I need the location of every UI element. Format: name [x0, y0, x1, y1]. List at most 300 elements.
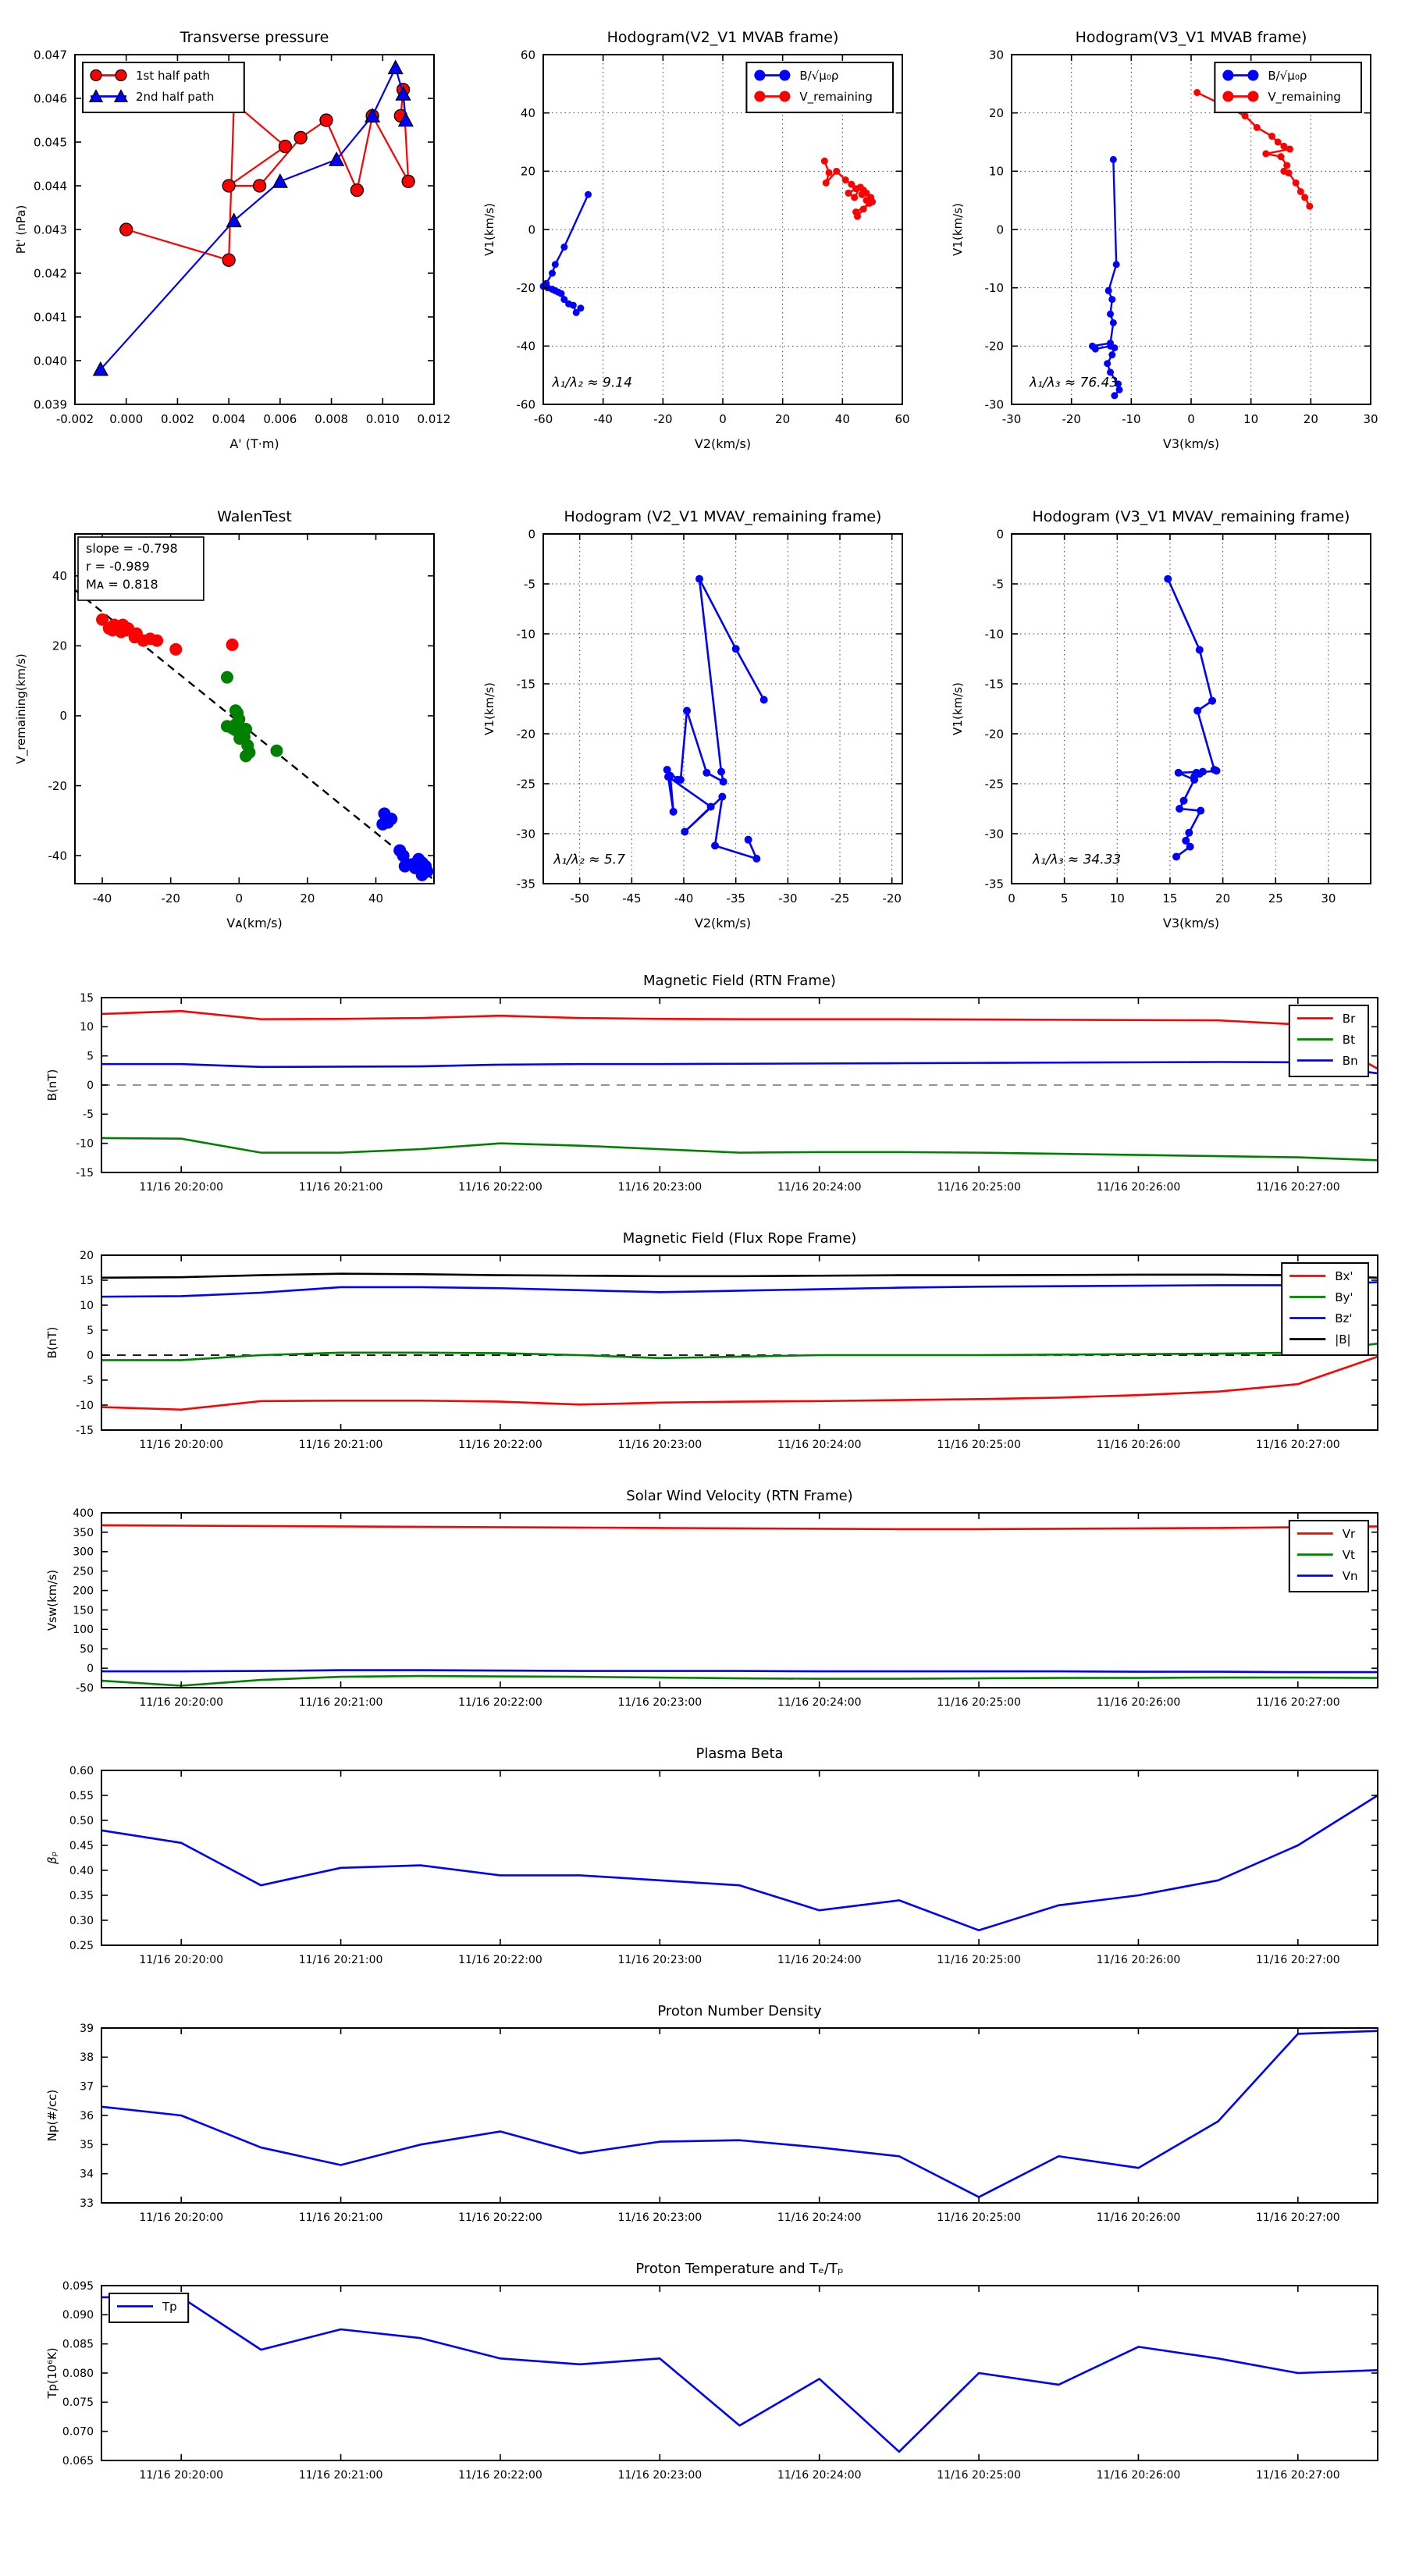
x-tick-label: 11/16 20:23:00	[617, 1954, 702, 1966]
y-tick-label: 0	[996, 222, 1004, 237]
y-tick-label: 15	[80, 991, 94, 1005]
point-marker	[1278, 153, 1285, 160]
series-line-Vt	[101, 1676, 1378, 1685]
x-tick-label: 11/16 20:26:00	[1096, 1439, 1181, 1451]
x-tick-label: 11/16 20:25:00	[937, 2211, 1021, 2224]
y-tick-label: 39	[80, 2022, 94, 2035]
point-marker	[222, 180, 235, 192]
x-tick-label: 11/16 20:21:00	[298, 1439, 383, 1451]
x-tick-label: 5	[1060, 891, 1069, 906]
x-tick-label: 11/16 20:23:00	[617, 2469, 702, 2482]
series-line-By'	[101, 1343, 1378, 1360]
plot-frame	[101, 1770, 1378, 1945]
x-tick-label: -35	[726, 891, 745, 906]
x-tick-label: 25	[1268, 891, 1283, 906]
y-tick-label: -15	[984, 677, 1004, 692]
point-marker	[1092, 346, 1099, 353]
y-axis-label: Vsw(km/s)	[45, 1569, 59, 1631]
triangle-marker	[273, 174, 287, 187]
x-tick-label: 0.012	[417, 412, 451, 426]
legend-label: B/√μ₀ρ	[799, 68, 839, 83]
x-tick-label: 11/16 20:27:00	[1255, 2211, 1340, 2224]
series-line-Tp	[101, 2297, 1378, 2452]
point-marker	[851, 194, 858, 201]
y-tick-label: -15	[516, 677, 535, 692]
y-tick-label: -15	[76, 1424, 94, 1437]
y-tick-label: 0.045	[34, 135, 67, 150]
y-tick-label: -50	[76, 1681, 94, 1695]
x-tick-label: -40	[674, 891, 694, 906]
hodogram-v3v1-mvav-chart	[937, 484, 1405, 959]
point-marker	[1197, 807, 1204, 815]
transverse-pressure-chart-svg	[0, 5, 468, 479]
y-tick-label: 0.090	[62, 2309, 94, 2322]
magnetic-field-flux-rope-panel-svg	[0, 1219, 1405, 1474]
point-marker	[552, 261, 559, 268]
y-axis-label: Tp(10⁶K)	[45, 2347, 59, 2399]
point-marker	[254, 180, 266, 192]
x-tick-label: 11/16 20:21:00	[298, 1954, 383, 1966]
chart-title: Hodogram(V2_V1 MVAB frame)	[606, 29, 839, 46]
point-marker	[752, 855, 760, 863]
point-marker	[120, 223, 133, 236]
hodogram-v3v1-mvav-chart-svg	[937, 484, 1405, 959]
x-axis-label: V3(km/s)	[1162, 916, 1220, 930]
hodogram-v3v1-mvab-chart-svg	[937, 5, 1405, 479]
point-marker	[1212, 767, 1220, 774]
transverse-pressure-chart	[0, 5, 468, 479]
y-tick-label: 0	[528, 222, 535, 237]
x-tick-label: 11/16 20:21:00	[298, 1696, 383, 1709]
point-marker	[1107, 311, 1114, 318]
x-tick-label: 0.006	[263, 412, 297, 426]
y-tick-label: -10	[76, 1399, 94, 1412]
y-tick-label: 0.60	[69, 1764, 94, 1777]
y-tick-label: -20	[516, 727, 535, 742]
y-tick-label: 100	[73, 1624, 94, 1637]
x-tick-label: 0.010	[365, 412, 400, 426]
point-marker	[151, 635, 163, 647]
chart-title: Proton Number Density	[657, 2003, 822, 2019]
x-tick-label: 11/16 20:26:00	[1096, 2469, 1181, 2482]
x-tick-label: 11/16 20:25:00	[937, 1954, 1021, 1966]
x-tick-label: 11/16 20:23:00	[617, 2211, 702, 2224]
y-tick-label: 0.40	[69, 1864, 94, 1877]
y-tick-label: 5	[87, 1324, 94, 1337]
y-tick-label: 20	[52, 639, 67, 653]
point-marker	[1286, 145, 1293, 152]
y-tick-label: 50	[80, 1643, 94, 1656]
point-marker	[1275, 139, 1282, 146]
plot-frame	[101, 1513, 1378, 1688]
y-tick-label: 60	[520, 48, 535, 62]
legend-label: Vr	[1342, 1526, 1356, 1541]
point-marker	[866, 200, 873, 207]
legend-label: Br	[1342, 1011, 1356, 1026]
x-tick-label: 11/16 20:26:00	[1096, 1954, 1181, 1966]
x-tick-label: -10	[1122, 412, 1141, 426]
lambda-annotation: λ₁/λ₃ ≈ 34.33	[1033, 852, 1122, 868]
y-tick-label: 0.075	[62, 2396, 94, 2410]
point-marker	[1247, 70, 1258, 81]
point-marker	[1268, 133, 1275, 140]
y-tick-label: -5	[83, 1374, 94, 1387]
series-line-Bn	[101, 1062, 1378, 1074]
point-marker	[1108, 351, 1115, 358]
y-tick-label: -25	[984, 777, 1004, 792]
x-tick-label: 40	[834, 412, 850, 426]
y-tick-label: 0	[87, 1663, 94, 1676]
series-line-Br	[101, 1011, 1378, 1069]
point-marker	[1176, 805, 1183, 813]
y-tick-label: -25	[516, 777, 535, 792]
point-marker	[1262, 150, 1269, 157]
point-marker	[279, 141, 291, 153]
x-tick-label: 0	[235, 891, 244, 906]
magnetic-field-rtn-panel-svg	[0, 962, 1405, 1216]
point-marker	[1190, 776, 1198, 784]
y-tick-label: 0.044	[34, 179, 67, 194]
point-marker	[1297, 188, 1304, 195]
legend-label: V_remaining	[799, 89, 873, 104]
point-marker	[745, 836, 752, 844]
y-tick-label: 0.45	[69, 1839, 94, 1852]
point-marker	[1185, 829, 1193, 837]
y-tick-label: -35	[984, 877, 1004, 891]
point-marker	[1164, 575, 1172, 583]
point-marker	[1208, 697, 1216, 705]
x-tick-label: 0.000	[109, 412, 144, 426]
x-tick-label: -40	[593, 412, 613, 426]
series-line-B/sqrt(mu0 rho)	[543, 194, 589, 312]
chart-title: Magnetic Field (RTN Frame)	[643, 973, 836, 989]
point-marker	[240, 749, 252, 762]
legend-label: Bn	[1342, 1053, 1358, 1068]
y-tick-label: 38	[80, 2051, 94, 2065]
y-tick-label: -40	[516, 339, 535, 354]
y-tick-label: 0.30	[69, 1914, 94, 1927]
chart-title: Proton Temperature and Tₑ/Tₚ	[635, 2261, 844, 2277]
y-tick-label: 0.085	[62, 2338, 94, 2351]
x-tick-label: -45	[622, 891, 642, 906]
x-tick-label: -30	[778, 891, 798, 906]
plot-frame	[543, 534, 902, 884]
y-tick-label: -10	[984, 627, 1004, 642]
point-marker	[1301, 194, 1308, 201]
x-tick-label: 11/16 20:22:00	[458, 1439, 542, 1451]
x-axis-label: V2(km/s)	[694, 916, 752, 930]
stats-line: Mᴀ = 0.818	[86, 577, 158, 592]
solar-wind-velocity-panel-svg	[0, 1477, 1405, 1731]
x-tick-label: 11/16 20:27:00	[1255, 1696, 1340, 1709]
point-marker	[1222, 70, 1233, 81]
x-tick-label: 11/16 20:27:00	[1255, 1439, 1340, 1451]
y-tick-label: 350	[73, 1526, 94, 1539]
plasma-beta-panel-svg	[0, 1735, 1405, 1989]
y-axis-label: B(nT)	[45, 1326, 59, 1359]
y-tick-label: 0	[87, 1349, 94, 1362]
x-tick-label: 11/16 20:22:00	[458, 1696, 542, 1709]
x-tick-label: 11/16 20:25:00	[937, 1439, 1021, 1451]
point-marker	[1193, 707, 1201, 715]
legend-label: 1st half path	[136, 68, 211, 83]
series-line-beta_p	[101, 1795, 1378, 1930]
x-tick-label: -60	[533, 412, 553, 426]
chart-title: WalenTest	[217, 508, 292, 525]
y-tick-label: 0.039	[34, 397, 67, 412]
point-marker	[350, 184, 363, 197]
x-tick-label: 20	[300, 891, 315, 906]
stats-line: r = -0.989	[86, 559, 150, 574]
x-tick-label: 11/16 20:23:00	[617, 1181, 702, 1194]
hodogram-v2v1-mvab-chart-svg	[468, 5, 937, 479]
point-marker	[1110, 319, 1117, 326]
x-tick-label: 11/16 20:24:00	[777, 1696, 862, 1709]
magnetic-field-rtn-panel	[0, 962, 1405, 1216]
x-tick-label: 11/16 20:24:00	[777, 1439, 862, 1451]
x-axis-label: V3(km/s)	[1162, 436, 1220, 451]
y-tick-label: 20	[520, 164, 535, 179]
plot-frame	[101, 1255, 1378, 1430]
point-marker	[1254, 124, 1261, 131]
legend-label: Bz'	[1335, 1311, 1353, 1325]
y-tick-label: -15	[76, 1166, 94, 1179]
point-marker	[1199, 768, 1207, 776]
lambda-annotation: λ₁/λ₃ ≈ 76.43	[1030, 375, 1119, 391]
x-tick-label: 11/16 20:24:00	[777, 2469, 862, 2482]
x-tick-label: -30	[1001, 412, 1022, 426]
series-line-Np	[101, 2031, 1378, 2197]
y-axis-label: βₚ	[45, 1852, 59, 1864]
y-axis-label: Pt' (nPa)	[14, 205, 28, 254]
point-marker	[823, 180, 830, 187]
chart-title: Hodogram (V3_V1 MVAV_remaining frame)	[1032, 508, 1350, 525]
triangle-marker	[389, 61, 403, 74]
point-marker	[695, 575, 703, 583]
x-tick-label: 11/16 20:25:00	[937, 1181, 1021, 1194]
series-line-B/sqrt(mu0 rho)	[1093, 159, 1120, 395]
point-marker	[717, 768, 725, 776]
y-tick-label: 0	[87, 1079, 94, 1092]
y-tick-label: 0.040	[34, 354, 67, 368]
hodogram-v3v1-mvab-chart	[937, 5, 1405, 479]
y-axis-label: V1(km/s)	[482, 682, 496, 735]
x-tick-label: 15	[1162, 891, 1178, 906]
y-tick-label: 37	[80, 2080, 94, 2094]
x-tick-label: 0.008	[315, 412, 349, 426]
x-tick-label: -50	[570, 891, 589, 906]
y-tick-label: 30	[988, 48, 1004, 62]
series-line-V path	[667, 579, 764, 859]
plasma-beta-panel	[0, 1735, 1405, 1989]
y-tick-label: -35	[516, 877, 535, 891]
x-tick-label: 60	[895, 412, 910, 426]
series-line-Bx'	[101, 1357, 1378, 1410]
y-tick-label: -30	[984, 827, 1004, 841]
point-marker	[549, 270, 556, 277]
point-marker	[560, 244, 567, 251]
y-tick-label: 15	[80, 1274, 94, 1287]
point-marker	[226, 639, 239, 651]
x-tick-label: 11/16 20:24:00	[777, 1954, 862, 1966]
point-marker	[222, 254, 235, 266]
point-marker	[1111, 392, 1118, 399]
point-marker	[683, 707, 691, 715]
x-tick-label: 11/16 20:22:00	[458, 2211, 542, 2224]
y-tick-label: 0	[996, 527, 1004, 542]
legend-label: |B|	[1335, 1332, 1351, 1347]
y-tick-label: 40	[52, 569, 67, 584]
y-tick-label: 250	[73, 1565, 94, 1578]
legend-label: Vn	[1342, 1568, 1358, 1583]
point-marker	[116, 70, 126, 81]
chart-title: Hodogram(V3_V1 MVAB frame)	[1075, 29, 1307, 46]
y-tick-label: 10	[988, 164, 1004, 179]
hodogram-v2v1-mvav-chart-svg	[468, 484, 937, 959]
point-marker	[842, 176, 849, 183]
point-marker	[1172, 852, 1180, 860]
point-marker	[1285, 169, 1292, 176]
x-tick-label: 11/16 20:24:00	[777, 2211, 862, 2224]
y-tick-label: 5	[87, 1050, 94, 1063]
y-tick-label: 20	[988, 105, 1004, 120]
y-tick-label: -20	[984, 727, 1004, 742]
x-tick-label: 11/16 20:27:00	[1255, 1954, 1340, 1966]
x-axis-label: A' (T·m)	[229, 436, 279, 451]
point-marker	[1186, 843, 1194, 851]
point-marker	[1113, 261, 1120, 268]
point-marker	[1104, 360, 1111, 367]
solar-wind-velocity-panel	[0, 1477, 1405, 1731]
x-tick-label: 11/16 20:20:00	[139, 2469, 224, 2482]
point-marker	[833, 168, 840, 175]
point-marker	[1293, 180, 1300, 187]
y-tick-label: 0.080	[62, 2367, 94, 2380]
point-marker	[826, 169, 833, 176]
y-axis-label: V_remaining(km/s)	[14, 653, 28, 764]
point-marker	[1105, 287, 1112, 294]
y-tick-label: 20	[80, 1249, 94, 1262]
y-tick-label: -5	[992, 577, 1004, 592]
point-marker	[1306, 203, 1313, 210]
chart-title: Plasma Beta	[695, 1745, 784, 1762]
x-tick-label: 11/16 20:20:00	[139, 1954, 224, 1966]
point-marker	[320, 114, 333, 126]
y-tick-label: -10	[76, 1137, 94, 1151]
x-tick-label: 0	[1187, 412, 1195, 426]
y-tick-label: -5	[83, 1108, 94, 1122]
chart-title: Transverse pressure	[180, 29, 329, 46]
point-marker	[270, 745, 283, 757]
x-tick-label: -20	[882, 891, 902, 906]
x-tick-label: 20	[1215, 891, 1231, 906]
proton-number-density-panel	[0, 1992, 1405, 2247]
lambda-annotation: λ₁/λ₂ ≈ 9.14	[552, 375, 632, 391]
y-tick-label: 0.046	[34, 91, 67, 106]
x-tick-label: 0	[719, 412, 727, 426]
x-tick-label: -20	[1062, 412, 1081, 426]
series-line-Vn	[101, 1670, 1378, 1672]
y-tick-label: 10	[80, 1299, 94, 1312]
y-tick-label: 0	[528, 527, 535, 542]
legend-label: Bt	[1342, 1032, 1355, 1047]
x-tick-label: 0	[1008, 891, 1016, 906]
y-tick-label: 40	[520, 105, 535, 120]
point-marker	[732, 645, 740, 653]
proton-temperature-panel-svg	[0, 2250, 1405, 2504]
y-tick-label: -30	[516, 827, 535, 841]
point-marker	[1196, 646, 1204, 653]
x-tick-label: 0.004	[212, 412, 246, 426]
point-marker	[860, 205, 867, 212]
x-tick-label: 11/16 20:26:00	[1096, 1181, 1181, 1194]
plot-frame	[101, 2028, 1378, 2203]
point-marker	[1247, 91, 1258, 102]
stats-line: slope = -0.798	[86, 541, 178, 556]
y-tick-label: 0.25	[69, 1939, 94, 1952]
point-marker	[821, 158, 828, 165]
point-marker	[845, 190, 852, 197]
point-marker	[169, 643, 182, 656]
x-tick-label: 11/16 20:26:00	[1096, 2211, 1181, 2224]
x-tick-label: -20	[161, 891, 180, 906]
plot-frame	[101, 2286, 1378, 2460]
y-tick-label: 33	[80, 2197, 94, 2210]
x-axis-label: V2(km/s)	[694, 436, 752, 451]
point-marker	[570, 302, 577, 309]
x-tick-label: 11/16 20:22:00	[458, 1181, 542, 1194]
point-marker	[760, 696, 768, 703]
point-marker	[385, 813, 397, 825]
y-axis-label: B(nT)	[45, 1069, 59, 1101]
point-marker	[664, 773, 672, 781]
x-tick-label: 11/16 20:22:00	[458, 1954, 542, 1966]
x-tick-label: -0.002	[55, 412, 94, 426]
point-marker	[670, 808, 678, 816]
legend-label: 2nd half path	[136, 89, 215, 104]
point-marker	[577, 304, 584, 311]
point-marker	[1193, 89, 1200, 96]
point-marker	[754, 70, 765, 81]
x-tick-label: -25	[830, 891, 850, 906]
point-marker	[1108, 296, 1115, 303]
y-tick-label: 400	[73, 1507, 94, 1520]
y-tick-label: 0.35	[69, 1889, 94, 1902]
x-tick-label: 11/16 20:21:00	[298, 2211, 383, 2224]
x-tick-label: -20	[653, 412, 673, 426]
chart-title: Magnetic Field (Flux Rope Frame)	[622, 1230, 857, 1247]
point-marker	[421, 865, 433, 877]
magnetic-field-flux-rope-panel	[0, 1219, 1405, 1474]
hodogram-v2v1-mvav-chart	[468, 484, 937, 959]
legend-label: V_remaining	[1268, 89, 1341, 104]
point-marker	[402, 175, 414, 187]
y-tick-label: -20	[516, 280, 535, 295]
legend-label: B/√μ₀ρ	[1268, 68, 1307, 83]
y-tick-label: 0.041	[34, 310, 67, 325]
series-line-Bz'	[101, 1283, 1378, 1297]
y-tick-label: 35	[80, 2139, 94, 2152]
point-marker	[91, 70, 101, 81]
point-marker	[1110, 156, 1117, 163]
x-tick-label: 11/16 20:27:00	[1255, 2469, 1340, 2482]
x-tick-label: 11/16 20:21:00	[298, 1181, 383, 1194]
y-tick-label: 0.042	[34, 266, 67, 281]
x-tick-label: 11/16 20:22:00	[458, 2469, 542, 2482]
x-tick-label: 10	[1243, 412, 1259, 426]
x-tick-label: 0.002	[160, 412, 194, 426]
y-tick-label: 0.50	[69, 1814, 94, 1827]
